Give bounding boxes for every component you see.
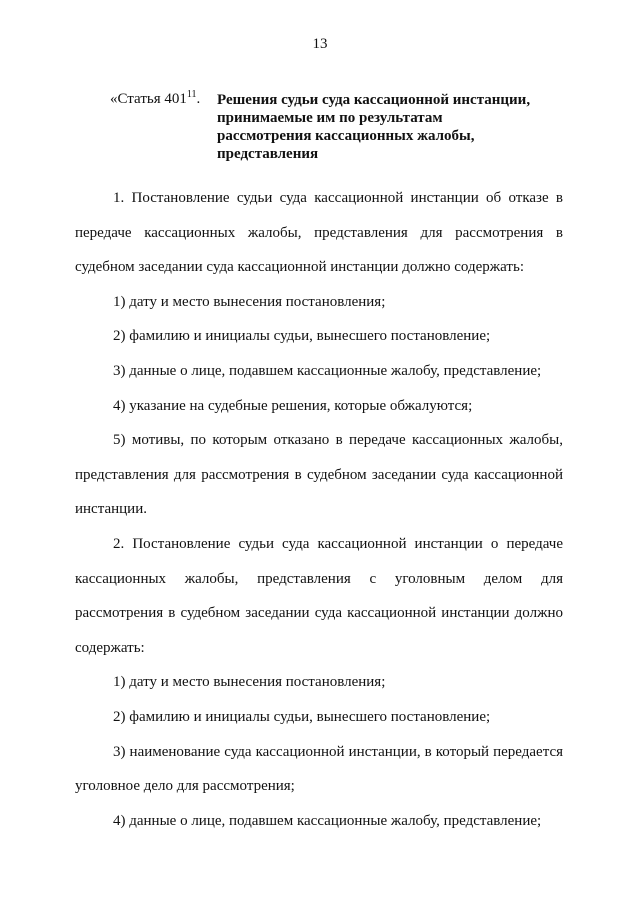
article-title: Решения судьи суда кассационной инстанции, принимаемые им по результатам рассмотрения кассационных жалобы, представления — [217, 92, 531, 162]
article-label-prefix: «Статья 401 — [110, 91, 187, 107]
list-item-2: 2) фамилию и инициалы судьи, вынесшего постановление; — [113, 328, 491, 345]
page-number: 13 — [312, 36, 328, 52]
list-item-8: 3) наименование суда кассационной инстанции, в который передается уголовное дело для рассмотрения; — [75, 743, 563, 795]
list-item-3: 3) данные о лице, подавшем кассационные жалобу, представление; — [113, 362, 542, 379]
list-item-7: 2) фамилию и инициалы судьи, вынесшего постановление; — [113, 708, 491, 725]
list-item-5: 5) мотивы, по которым отказано в передаче кассационных жалобы, представления для рассмотрения в судебном заседании суда кассационной инстанции. — [75, 432, 563, 518]
list-item-9: 4) данные о лице, подавшем кассационные жалобу, представление; — [113, 812, 542, 829]
paragraph-2: 2. Постановление судьи суда кассационной инстанции о передаче кассационных жалобы, представления с уголовным делом для рассмотрения в судебном заседании суда кассационной инстанции должно содержать: — [75, 535, 563, 656]
paragraph-1: 1. Постановление судьи суда кассационной инстанции об отказе в передаче кассационных жалобы, представления для рассмотрения в судебном заседании суда кассационной инстанции должно содержать: — [75, 190, 563, 276]
document-body — [75, 181, 563, 838]
list-item-6: 1) дату и место вынесения постановления; — [113, 674, 386, 691]
article-label-superscript: 11 — [186, 89, 197, 100]
list-item-1: 1) дату и место вынесения постановления; — [113, 293, 386, 310]
article-label-suffix: . — [196, 91, 201, 107]
list-item-4: 4) указание на судебные решения, которые обжалуются; — [113, 397, 473, 414]
article-label — [110, 91, 200, 108]
